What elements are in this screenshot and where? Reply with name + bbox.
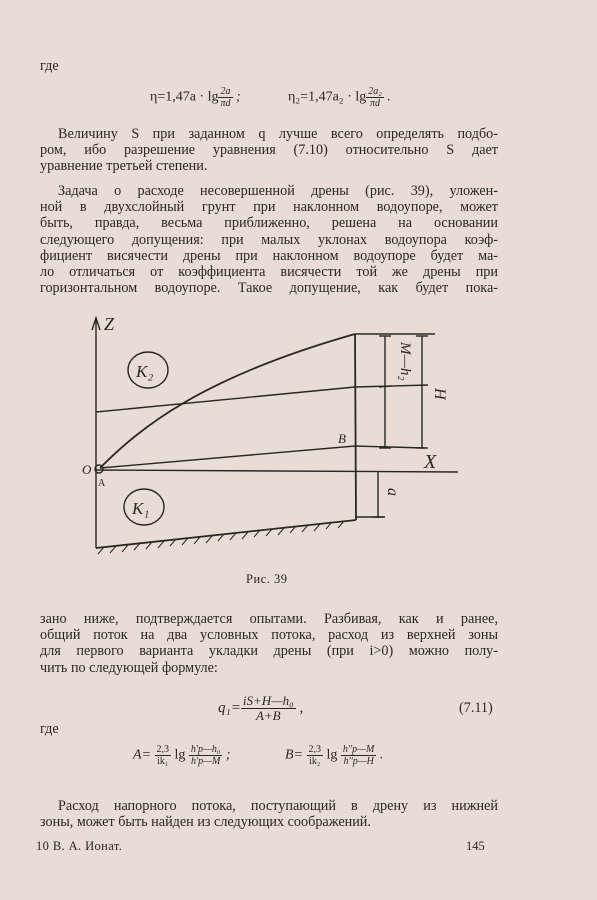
where-label-1: где — [40, 58, 59, 74]
middle-inclined-line — [100, 446, 355, 468]
point-a-label: A — [98, 478, 106, 489]
right-boundary-line — [355, 334, 356, 520]
dim-h-label: H — [431, 388, 448, 400]
impermeable-bed — [96, 520, 356, 548]
eta-formula-1: η=1,47a · lg $\frac{2a}{\pi d}$ ; — [150, 86, 241, 109]
upper-inclined-line — [96, 387, 355, 412]
paragraph-3-line: чить по следующей формуле: — [40, 659, 218, 676]
paragraph-2-line: ло отличаться от коэффициента висячести той же дрены при — [40, 263, 498, 280]
paragraph-2-line: фициент висячести дрены при наклонном водоупоре будет ма- — [40, 247, 498, 264]
eta1-denominator: πd — [220, 98, 231, 109]
paragraph-2 — [40, 183, 498, 297]
a-log-numerator: h'р—h₀ — [190, 744, 221, 755]
b-log-denominator: h''р—H — [343, 756, 374, 767]
a-log-denominator: h'р—M — [190, 756, 221, 767]
a-coef-denominator: ik₁ — [157, 756, 169, 767]
paragraph-3-line: зано ниже, подтверждается опытами. Разбивая, как и ранее, — [40, 611, 498, 627]
q1-lhs: q₁= — [218, 699, 241, 716]
a-lhs: A= — [133, 747, 151, 763]
x-axis-line — [96, 470, 458, 472]
zone-k1-label: K₁ — [132, 499, 150, 518]
page-number: 145 — [466, 839, 485, 853]
origin-label: O — [82, 462, 92, 477]
dim-m-h2-label: M—h₂ — [397, 342, 413, 381]
paragraph-3-line: для первого варианта укладки дрены (при i>0) можно полу- — [40, 643, 498, 660]
a-formula: A= $\frac{2,3}{\text{ik₁}}$ lg $\frac{\text{h'р—h₀}}{h'р—M}$ ; — [133, 744, 231, 767]
q1-equation: q₁= $\frac{\text{iS+H—h₀}}{A+B}$ , — [218, 693, 304, 723]
b-coef-denominator: ik₂ — [309, 756, 321, 767]
eta2-fraction — [366, 86, 383, 109]
axis-x-label: X — [424, 451, 437, 473]
axis-z-label: Z — [104, 314, 115, 334]
paragraph-4-line: зоны, может быть найден из следующих соображений. — [40, 814, 371, 831]
paragraph-2-line: горизонтальном водоупоре. Такое допущение, как будет пока- — [40, 280, 498, 297]
dim-tick — [379, 386, 391, 387]
paragraph-2-line: ной в двухслойный грунт при наклонном водоупоре, может — [40, 199, 498, 216]
eta1-numerator: 2a — [218, 86, 232, 98]
eta1-fraction — [218, 86, 232, 109]
footer-signature: 10 В. А. Ионат. — [36, 839, 123, 853]
bed-hatching — [98, 521, 344, 554]
eta-formula-2: η₂=1,47a₂ · lg $\frac{\text{2a₂}}{\pi d}$ . — [288, 86, 391, 109]
b-log-numerator: h''р—M — [342, 744, 375, 755]
b-coef-numerator: 2,3 — [308, 744, 321, 755]
paragraph-3 — [40, 611, 498, 676]
paragraph-4 — [40, 798, 498, 831]
eta1-prefix: η=1,47a · lg — [150, 89, 219, 105]
paragraph-1 — [40, 126, 498, 175]
paragraph-1-line: ром, ибо разрешение уравнения (7.10) относительно S дает — [40, 142, 498, 159]
paragraph-2-line: следующего допущения: при малых уклонах водоупора коэф- — [40, 231, 498, 248]
figure-caption: Рис. 39 — [246, 572, 288, 586]
dim-a-label: a — [384, 488, 401, 496]
q1-fraction — [241, 694, 296, 723]
eta2-prefix: η₂=1,47a₂ · lg — [288, 89, 367, 105]
b-formula: B= $\frac{2,3}{\text{ik₂}}$ lg $\frac{h''р—M}{h''р—H}$ . — [285, 744, 384, 767]
b-coef-fraction — [307, 744, 324, 767]
zone-k2-label: K₂ — [136, 362, 154, 381]
level-line-h2 — [355, 385, 428, 387]
a-coef-fraction — [155, 744, 172, 767]
paragraph-2-line: Задача о расходе несовершенной дрены (рис. 39), уложен- — [58, 183, 498, 199]
paragraph-1-line: Величину S при заданном q лучше всего определять подбо- — [58, 126, 498, 142]
b-lhs: B= — [285, 747, 303, 763]
b-log-fraction — [341, 744, 377, 767]
q1-denominator: A+B — [255, 708, 281, 723]
paragraph-4-line: Расход напорного потока, поступающий в дрену из нижней — [58, 798, 498, 814]
q1-numerator: iS+H—h₀ — [242, 693, 294, 708]
paragraph-3-line: общий поток на два условных потока, расход из верхней зоны — [40, 627, 498, 644]
paragraph-1-line: уравнение третьей степени. — [40, 158, 208, 175]
equation-number: (7.11) — [459, 700, 493, 716]
point-b-label: B — [338, 431, 346, 446]
where-label-2: где — [40, 721, 59, 737]
eta2-denominator: πd — [369, 98, 380, 109]
a-coef-numerator: 2,3 — [156, 744, 169, 755]
eta2-numerator: 2a₂ — [368, 86, 382, 97]
figure-39-diagram — [80, 308, 480, 558]
paragraph-2-line: быть, правда, весьма приближенно, решена на основании — [40, 215, 498, 232]
a-log-fraction — [189, 744, 223, 767]
